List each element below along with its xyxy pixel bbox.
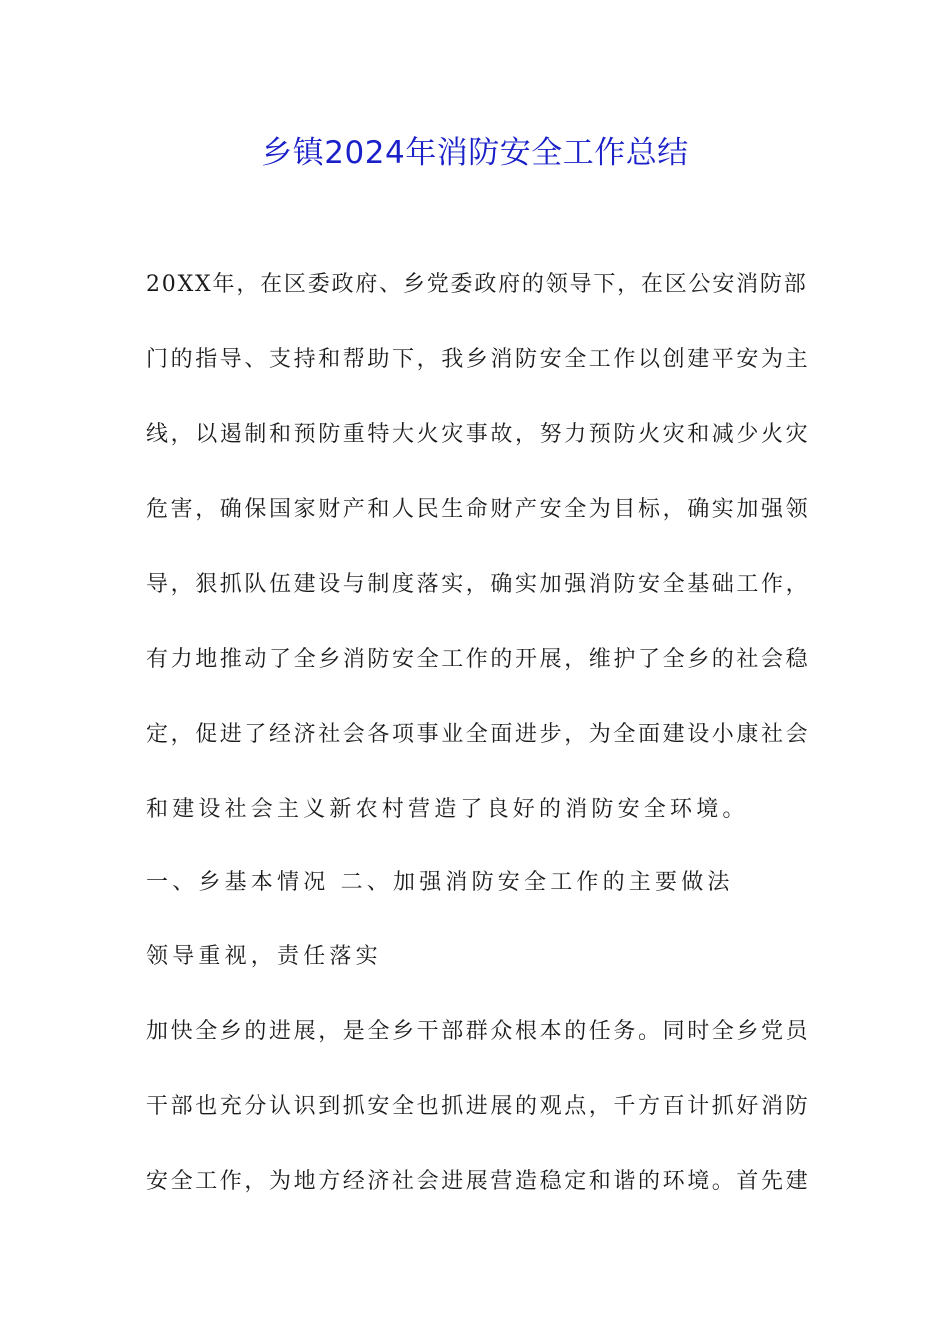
paragraph-line: 20XX年，在区委政府、乡党委政府的领导下，在区公安消防部 [146, 272, 808, 297]
paragraph-line: 安全工作，为地方经济社会进展营造稳定和谐的环境。首先建 [146, 1169, 811, 1194]
paragraph-line: 和建设社会主义新农村营造了良好的消防安全环境。 [146, 797, 749, 822]
document-title: 乡镇2024年消防安全工作总结 [261, 135, 689, 171]
paragraph-line: 门的指导、支持和帮助下，我乡消防安全工作以创建平安为主 [146, 347, 811, 372]
paragraph-line: 线，以遏制和预防重特大火灾事故，努力预防火灾和减少火灾 [146, 422, 811, 447]
paragraph-line: 导，狠抓队伍建设与制度落实，确实加强消防安全基础工作， [146, 572, 811, 597]
paragraph-line: 危害，确保国家财产和人民生命财产安全为目标，确实加强领 [146, 497, 811, 522]
subsection-heading: 领导重视，责任落实 [146, 944, 382, 969]
paragraph-line: 有力地推动了全乡消防安全工作的开展，维护了全乡的社会稳 [146, 647, 811, 672]
section-heading-line: 一、乡基本情况 二、加强消防安全工作的主要做法 [146, 870, 734, 895]
paragraph-line: 加快全乡的进展，是全乡干部群众根本的任务。同时全乡党员 [146, 1019, 811, 1044]
paragraph-line: 定，促进了经济社会各项事业全面进步，为全面建设小康社会 [146, 722, 811, 747]
paragraph-line: 干部也充分认识到抓安全也抓进展的观点，千方百计抓好消防 [146, 1094, 811, 1119]
